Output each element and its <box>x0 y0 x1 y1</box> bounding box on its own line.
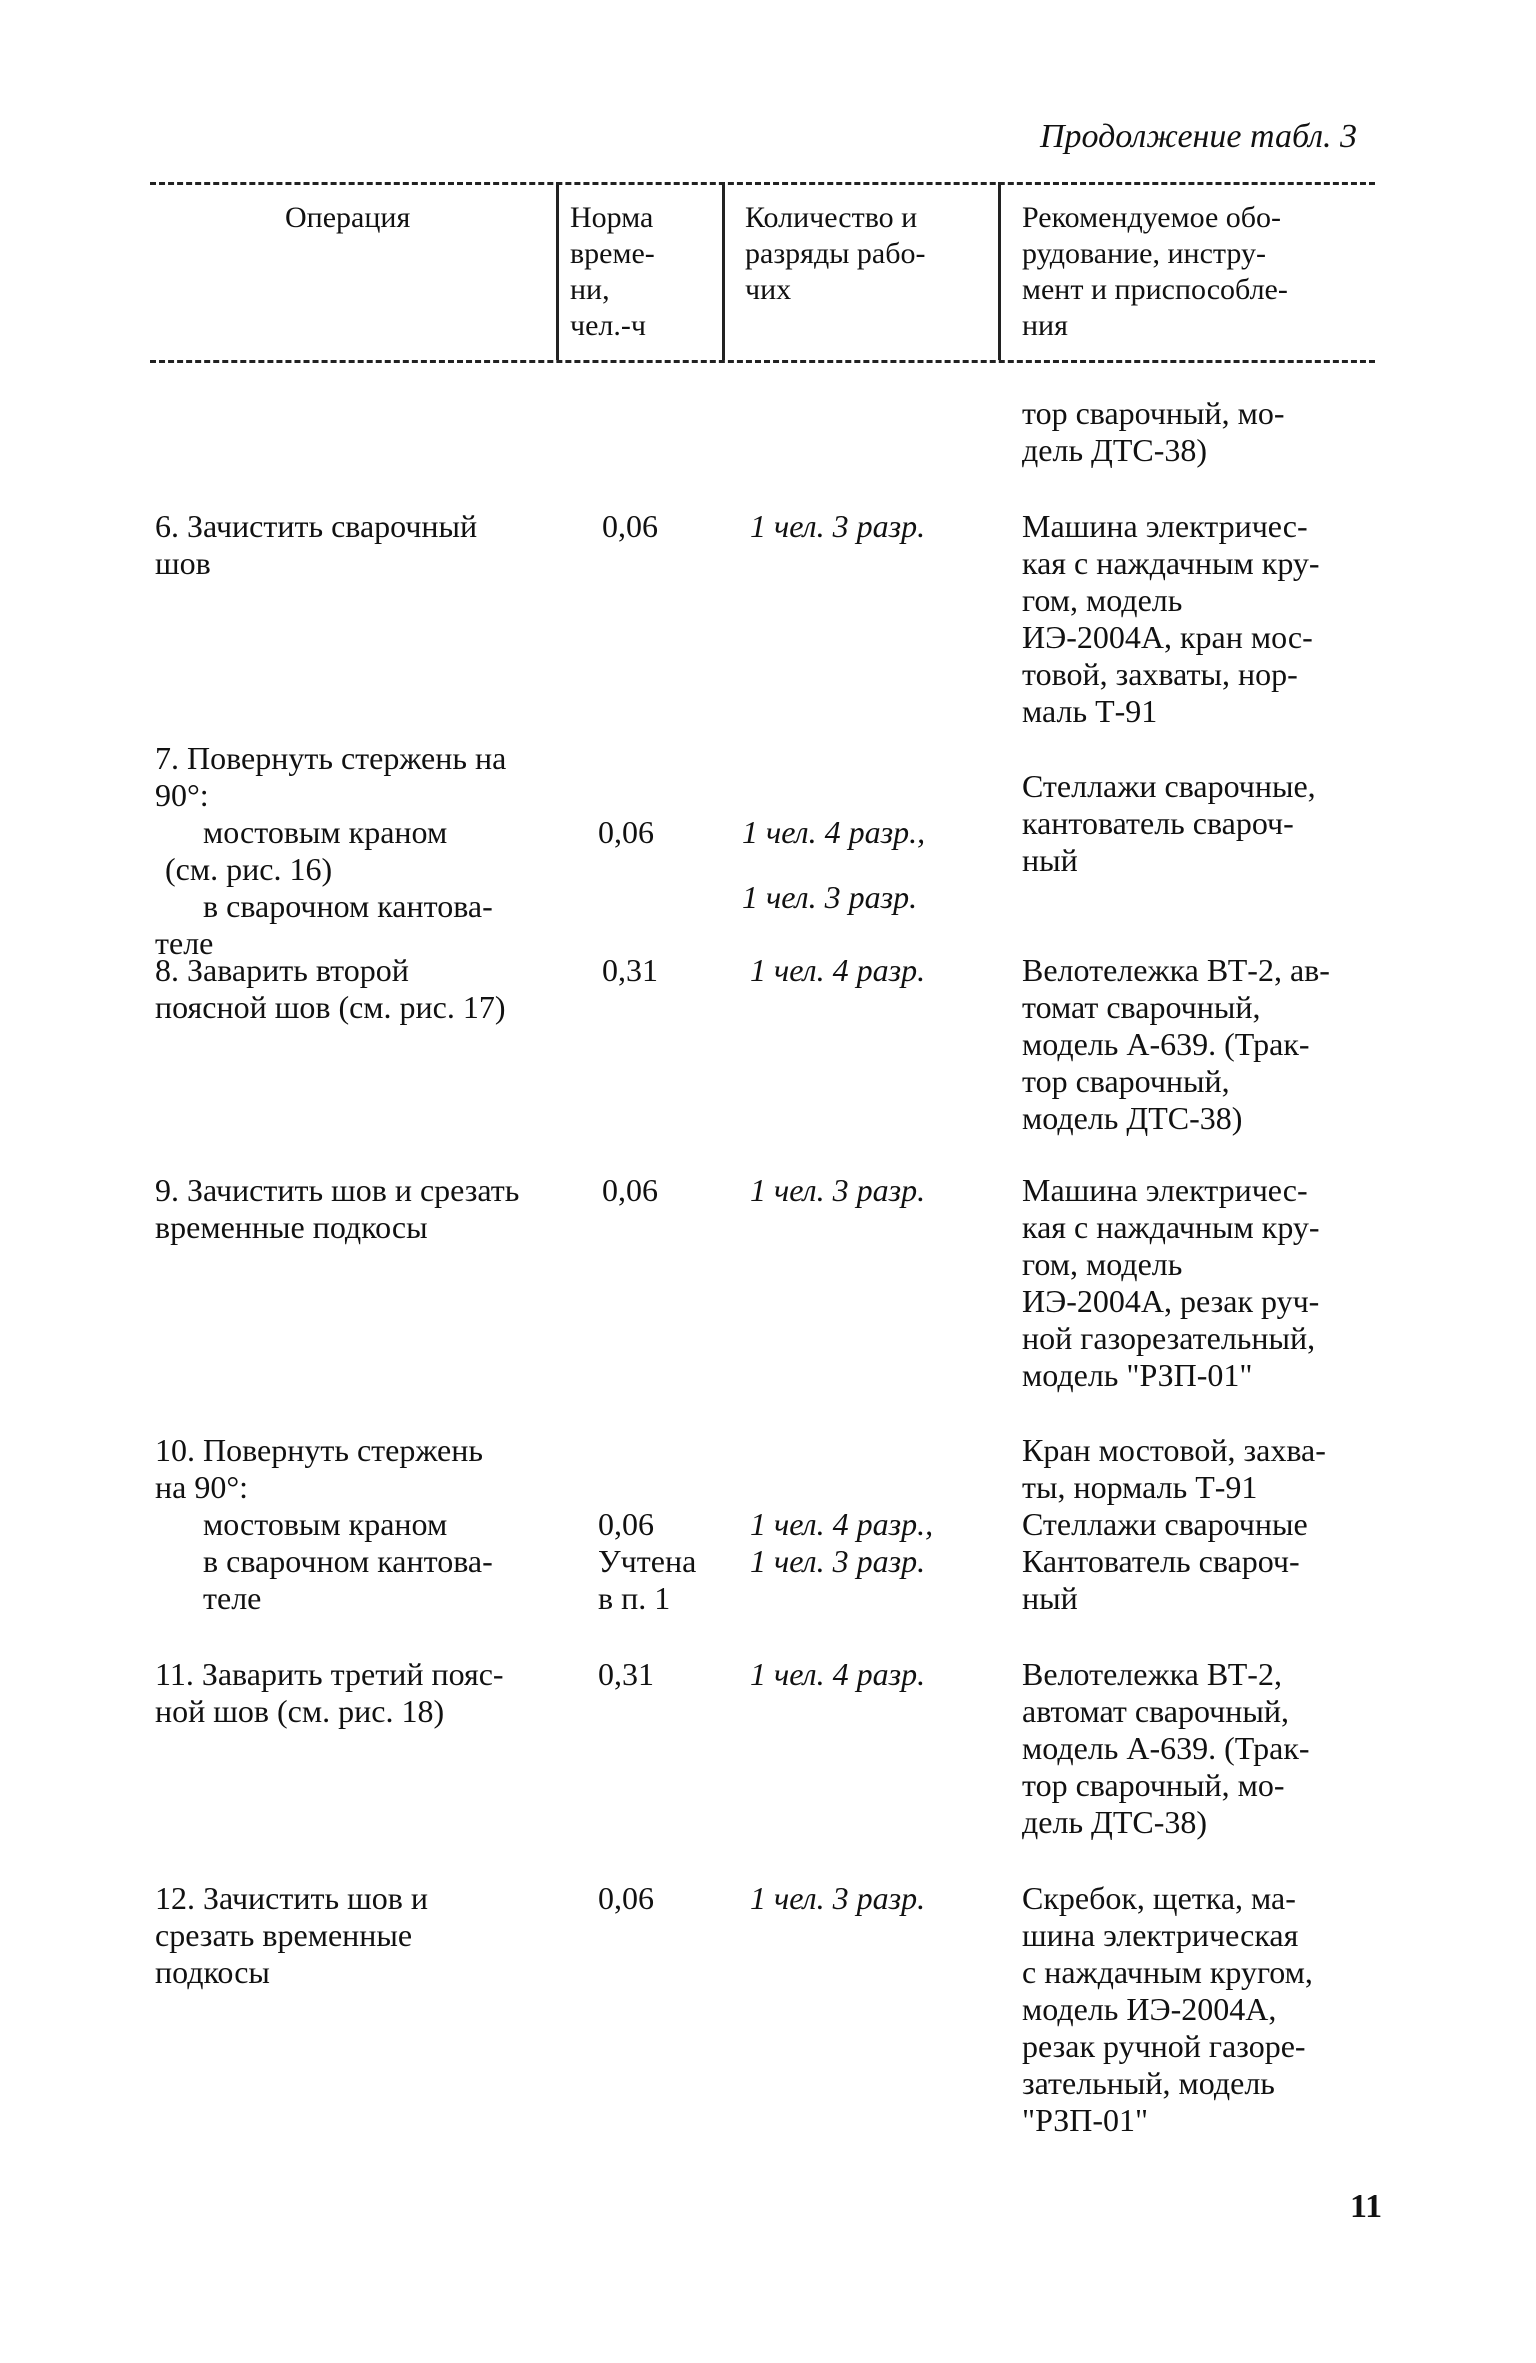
workers-8: 1 чел. 4 разр. <box>750 952 926 988</box>
workers-9: 1 чел. 3 разр. <box>750 1172 926 1208</box>
header-norm: Норма време- ни, чел.-ч <box>570 201 655 342</box>
column-divider-2 <box>722 182 725 360</box>
equipment-8: Велотележка ВТ-2, ав- томат сварочный, модель А-639. (Трак- тор сварочный, модель ДТС-38) <box>1022 952 1330 1136</box>
workers-12: 1 чел. 3 разр. <box>750 1880 926 1916</box>
norm-11: 0,31 <box>598 1656 654 1692</box>
equipment-12: Скребок, щетка, ма- шина электрическая с наждачным кругом, модель ИЭ-2004А, резак ручной газоре- зательный, модель "РЗП-01" <box>1022 1880 1313 2138</box>
page-number: 11 <box>1350 2188 1383 2225</box>
column-divider-3 <box>998 182 1001 360</box>
equipment-6: Машина электричес- кая с наждачным кру- гом, модель ИЭ-2004А, кран мос- товой, захваты, нор- маль Т-91 <box>1022 508 1320 729</box>
column-divider-1 <box>556 182 559 360</box>
operation-10: 10. Повернуть стержень на 90°: мостовым краном в сварочном кантова- теле <box>155 1432 493 1616</box>
norm-10: 0,06 Учтена в п. 1 <box>598 1506 697 1616</box>
norm-7: 0,06 <box>598 814 654 850</box>
norm-6: 0,06 <box>602 508 658 544</box>
norm-8: 0,31 <box>602 952 658 988</box>
header-bottom-rule <box>150 360 1375 363</box>
workers-11: 1 чел. 4 разр. <box>750 1656 926 1692</box>
workers-6: 1 чел. 3 разр. <box>750 508 926 544</box>
operation-9: 9. Зачистить шов и срезать временные подкосы <box>155 1172 520 1245</box>
workers-10: 1 чел. 4 разр., 1 чел. 3 разр. <box>750 1506 934 1579</box>
equipment-9: Машина электричес- кая с наждачным кру- гом, модель ИЭ-2004А, резак руч- ной газорезательный, модель "РЗП-01" <box>1022 1172 1320 1393</box>
header-operation: Операция <box>285 201 411 234</box>
header-equipment: Рекомендуемое обо- рудование, инстру- мент и приспособле- ния <box>1022 201 1288 342</box>
operation-12: 12. Зачистить шов и срезать временные подкосы <box>155 1880 428 1990</box>
operation-6: 6. Зачистить сварочный шов <box>155 508 478 581</box>
equipment-7: Стеллажи сварочные, кантователь свароч- ный <box>1022 768 1316 878</box>
header-top-rule <box>150 182 1375 185</box>
continued-equipment: тор сварочный, мо- дель ДТС-38) <box>1022 395 1285 468</box>
operation-11: 11. Заварить третий пояс- ной шов (см. рис. 18) <box>155 1656 504 1729</box>
equipment-11: Велотележка ВТ-2, автомат сварочный, модель А-639. (Трак- тор сварочный, мо- дель ДТС-38) <box>1022 1656 1310 1840</box>
workers-7: 1 чел. 4 разр., 1 чел. 3 разр. <box>742 814 926 915</box>
operation-7: 7. Повернуть стержень на 90°: мостовым краном (см. рис. 16) в сварочном кантова- теле <box>155 740 507 961</box>
norm-9: 0,06 <box>602 1172 658 1208</box>
norm-12: 0,06 <box>598 1880 654 1916</box>
operation-8: 8. Заварить второй поясной шов (см. рис. 17) <box>155 952 506 1025</box>
header-workers: Количество и разряды рабо- чих <box>745 201 926 306</box>
equipment-10: Кран мостовой, захва- ты, нормаль Т-91 Стеллажи сварочные Кантователь свароч- ный <box>1022 1432 1326 1616</box>
table-caption: Продолжение табл. 3 <box>1040 118 1358 155</box>
